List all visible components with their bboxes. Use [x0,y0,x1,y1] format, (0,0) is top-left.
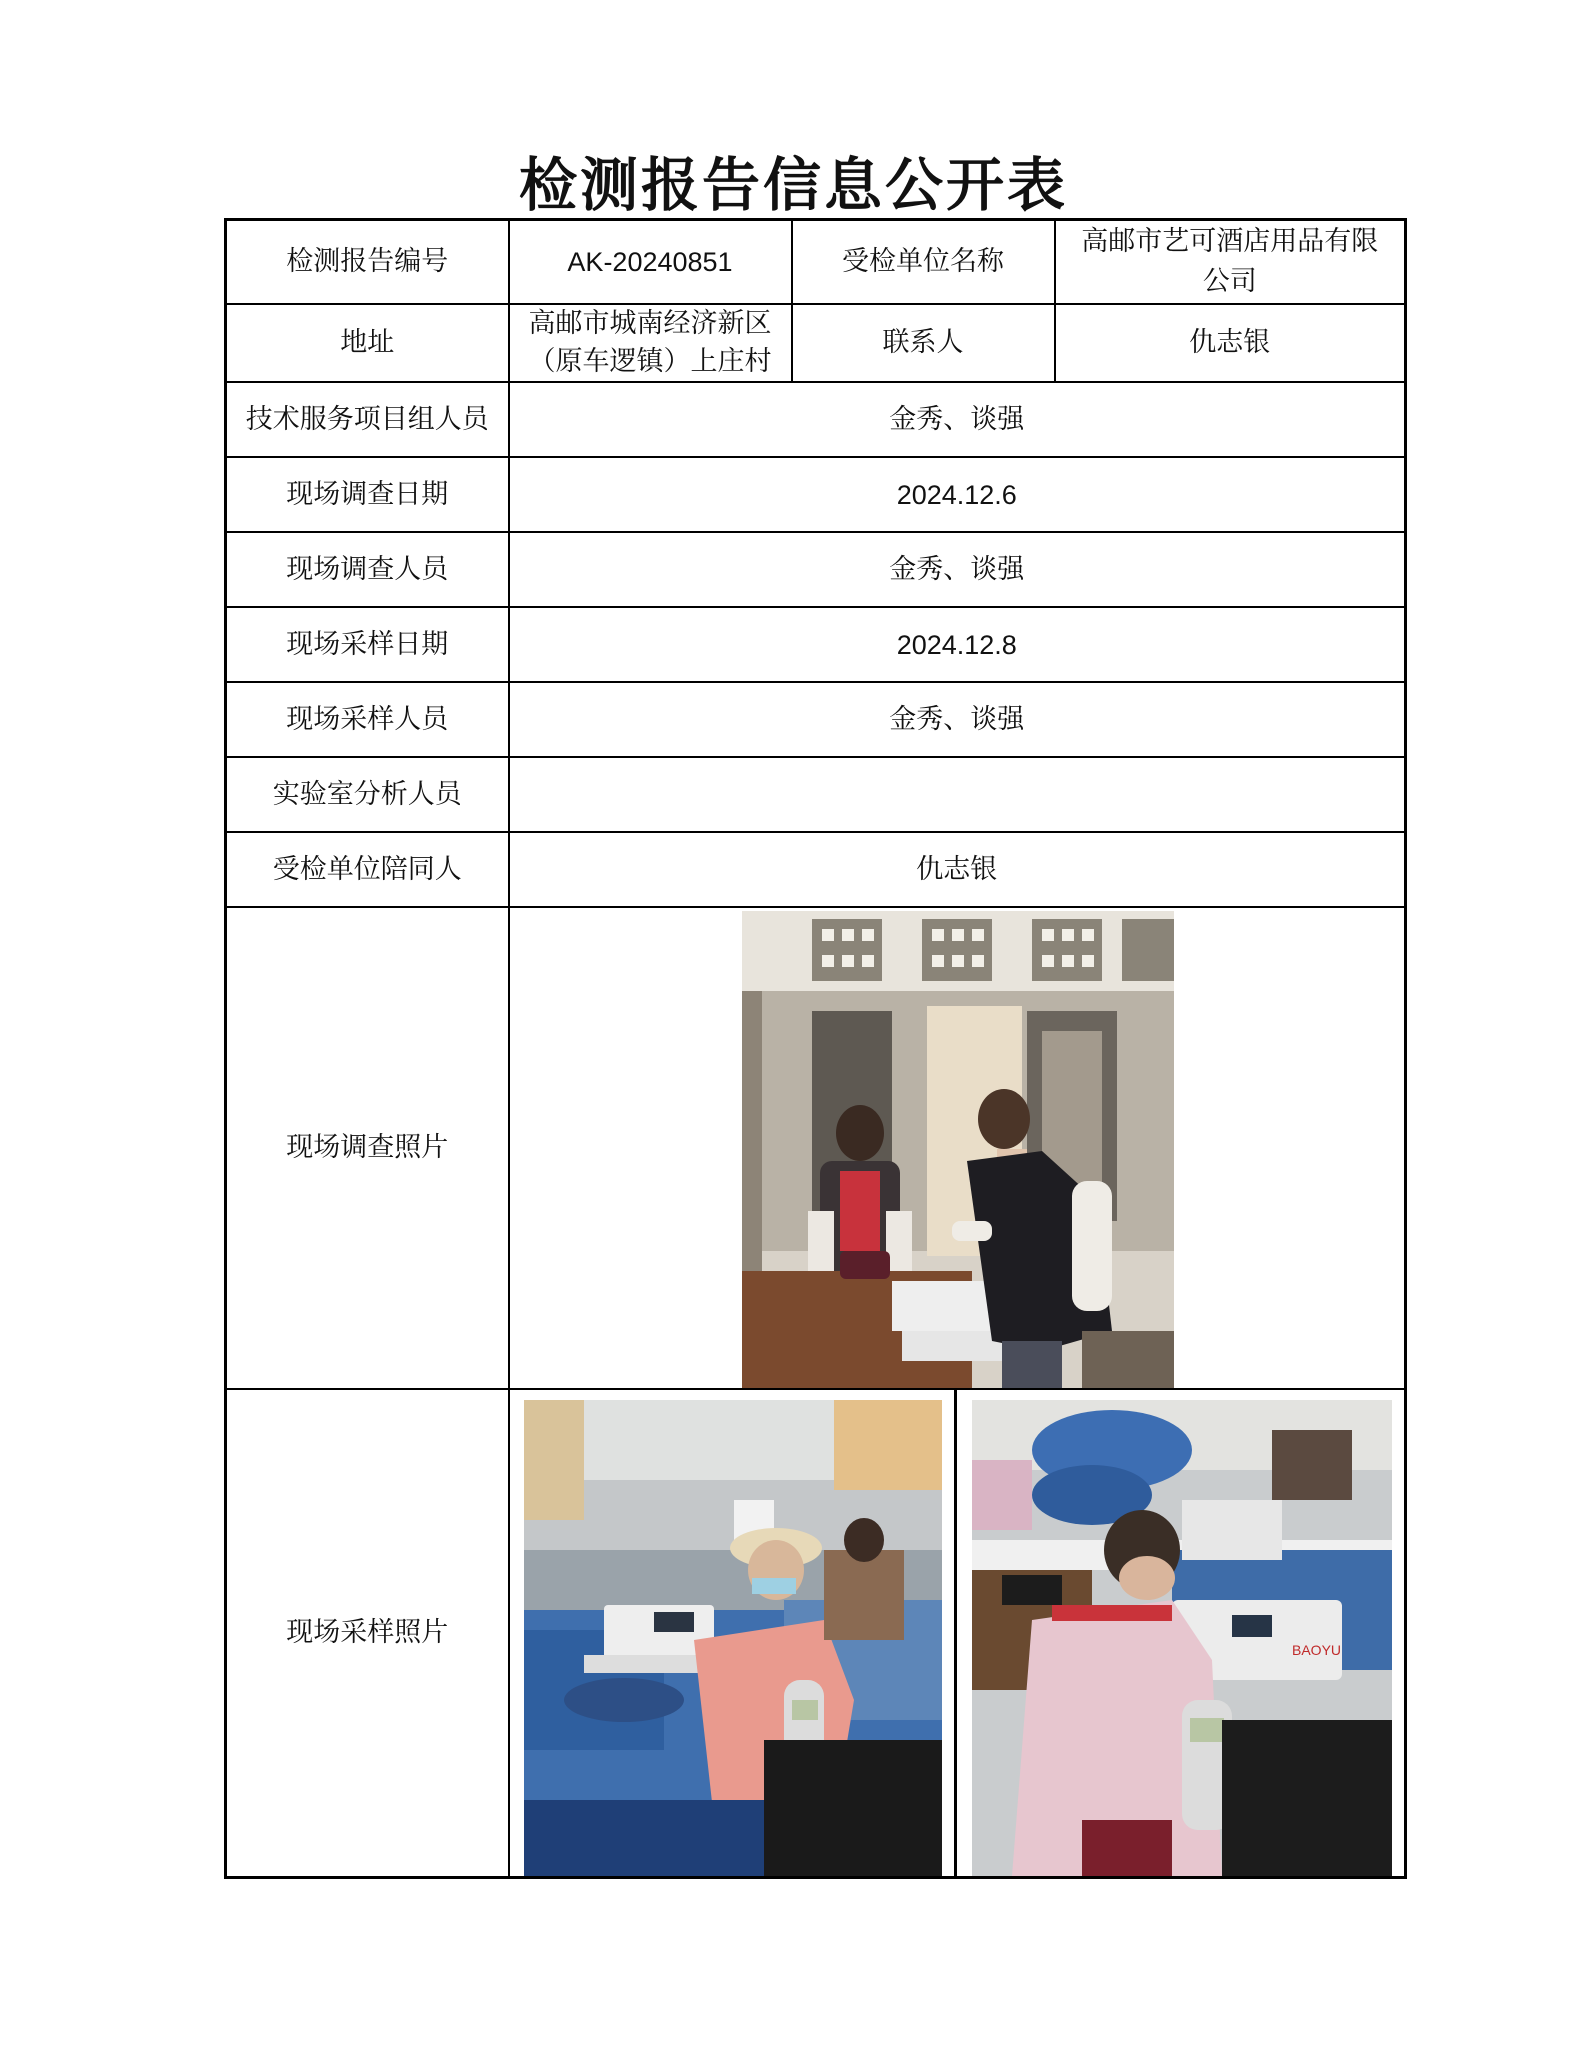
table-row [226,220,1406,305]
row-value: 2024.12.6 [509,457,1406,532]
photo-divider [954,1390,957,1876]
unit-name-line1: 高邮市艺可酒店用品有限 [1081,226,1379,257]
machine-brand-text: BAOYU [1291,1642,1341,1658]
table-row [226,304,1406,382]
sampling-photo-left-image [524,1400,942,1876]
sampling-photo-right-image [972,1400,1392,1876]
row-label: 现场采样日期 [226,607,509,682]
table-row [226,1389,1406,1878]
sampling-photo-cell [509,1389,1406,1878]
row-value: 金秀、谈强 [509,532,1406,607]
row-label: 受检单位陪同人 [226,832,509,907]
unit-name-label: 受检单位名称 [792,220,1055,305]
table-row [226,757,1406,832]
table-row [226,457,1406,532]
address-line1: 高邮市城南经济新区 [528,308,772,339]
address-label: 地址 [226,304,509,382]
survey-photo-cell [509,907,1406,1389]
row-label: 技术服务项目组人员 [226,382,509,457]
contact-value: 仇志银 [1055,304,1406,382]
sampling-photo-label: 现场采样照片 [226,1389,509,1878]
report-table [224,218,1407,1879]
report-no-label: 检测报告编号 [226,220,509,305]
row-label: 实验室分析人员 [226,757,509,832]
survey-photo-label: 现场调查照片 [226,907,509,1389]
row-value: 仇志银 [509,832,1406,907]
table-row [226,382,1406,457]
row-label: 现场调查人员 [226,532,509,607]
table-row [226,832,1406,907]
row-value: 金秀、谈强 [509,382,1406,457]
row-value [509,757,1406,832]
sampling-photo-right [972,1400,1392,1876]
address-value [509,304,792,382]
table-row [226,532,1406,607]
report-no-value: AK-20240851 [509,220,792,305]
page-title: 检测报告信息公开表 [518,151,1068,219]
table-row [226,682,1406,757]
survey-photo [742,911,1174,1389]
contact-label: 联系人 [792,304,1055,382]
address-line2: （原车逻镇）上庄村 [528,346,772,377]
row-label: 现场调查日期 [226,457,509,532]
survey-photo-image [742,911,1174,1389]
row-value: 2024.12.8 [509,607,1406,682]
unit-name-line2: 公司 [1202,266,1257,297]
table-row [226,607,1406,682]
unit-name-value [1055,220,1406,305]
row-value: 金秀、谈强 [509,682,1406,757]
row-label: 现场采样人员 [226,682,509,757]
sampling-photo-left [524,1400,942,1876]
table-row [226,907,1406,1389]
